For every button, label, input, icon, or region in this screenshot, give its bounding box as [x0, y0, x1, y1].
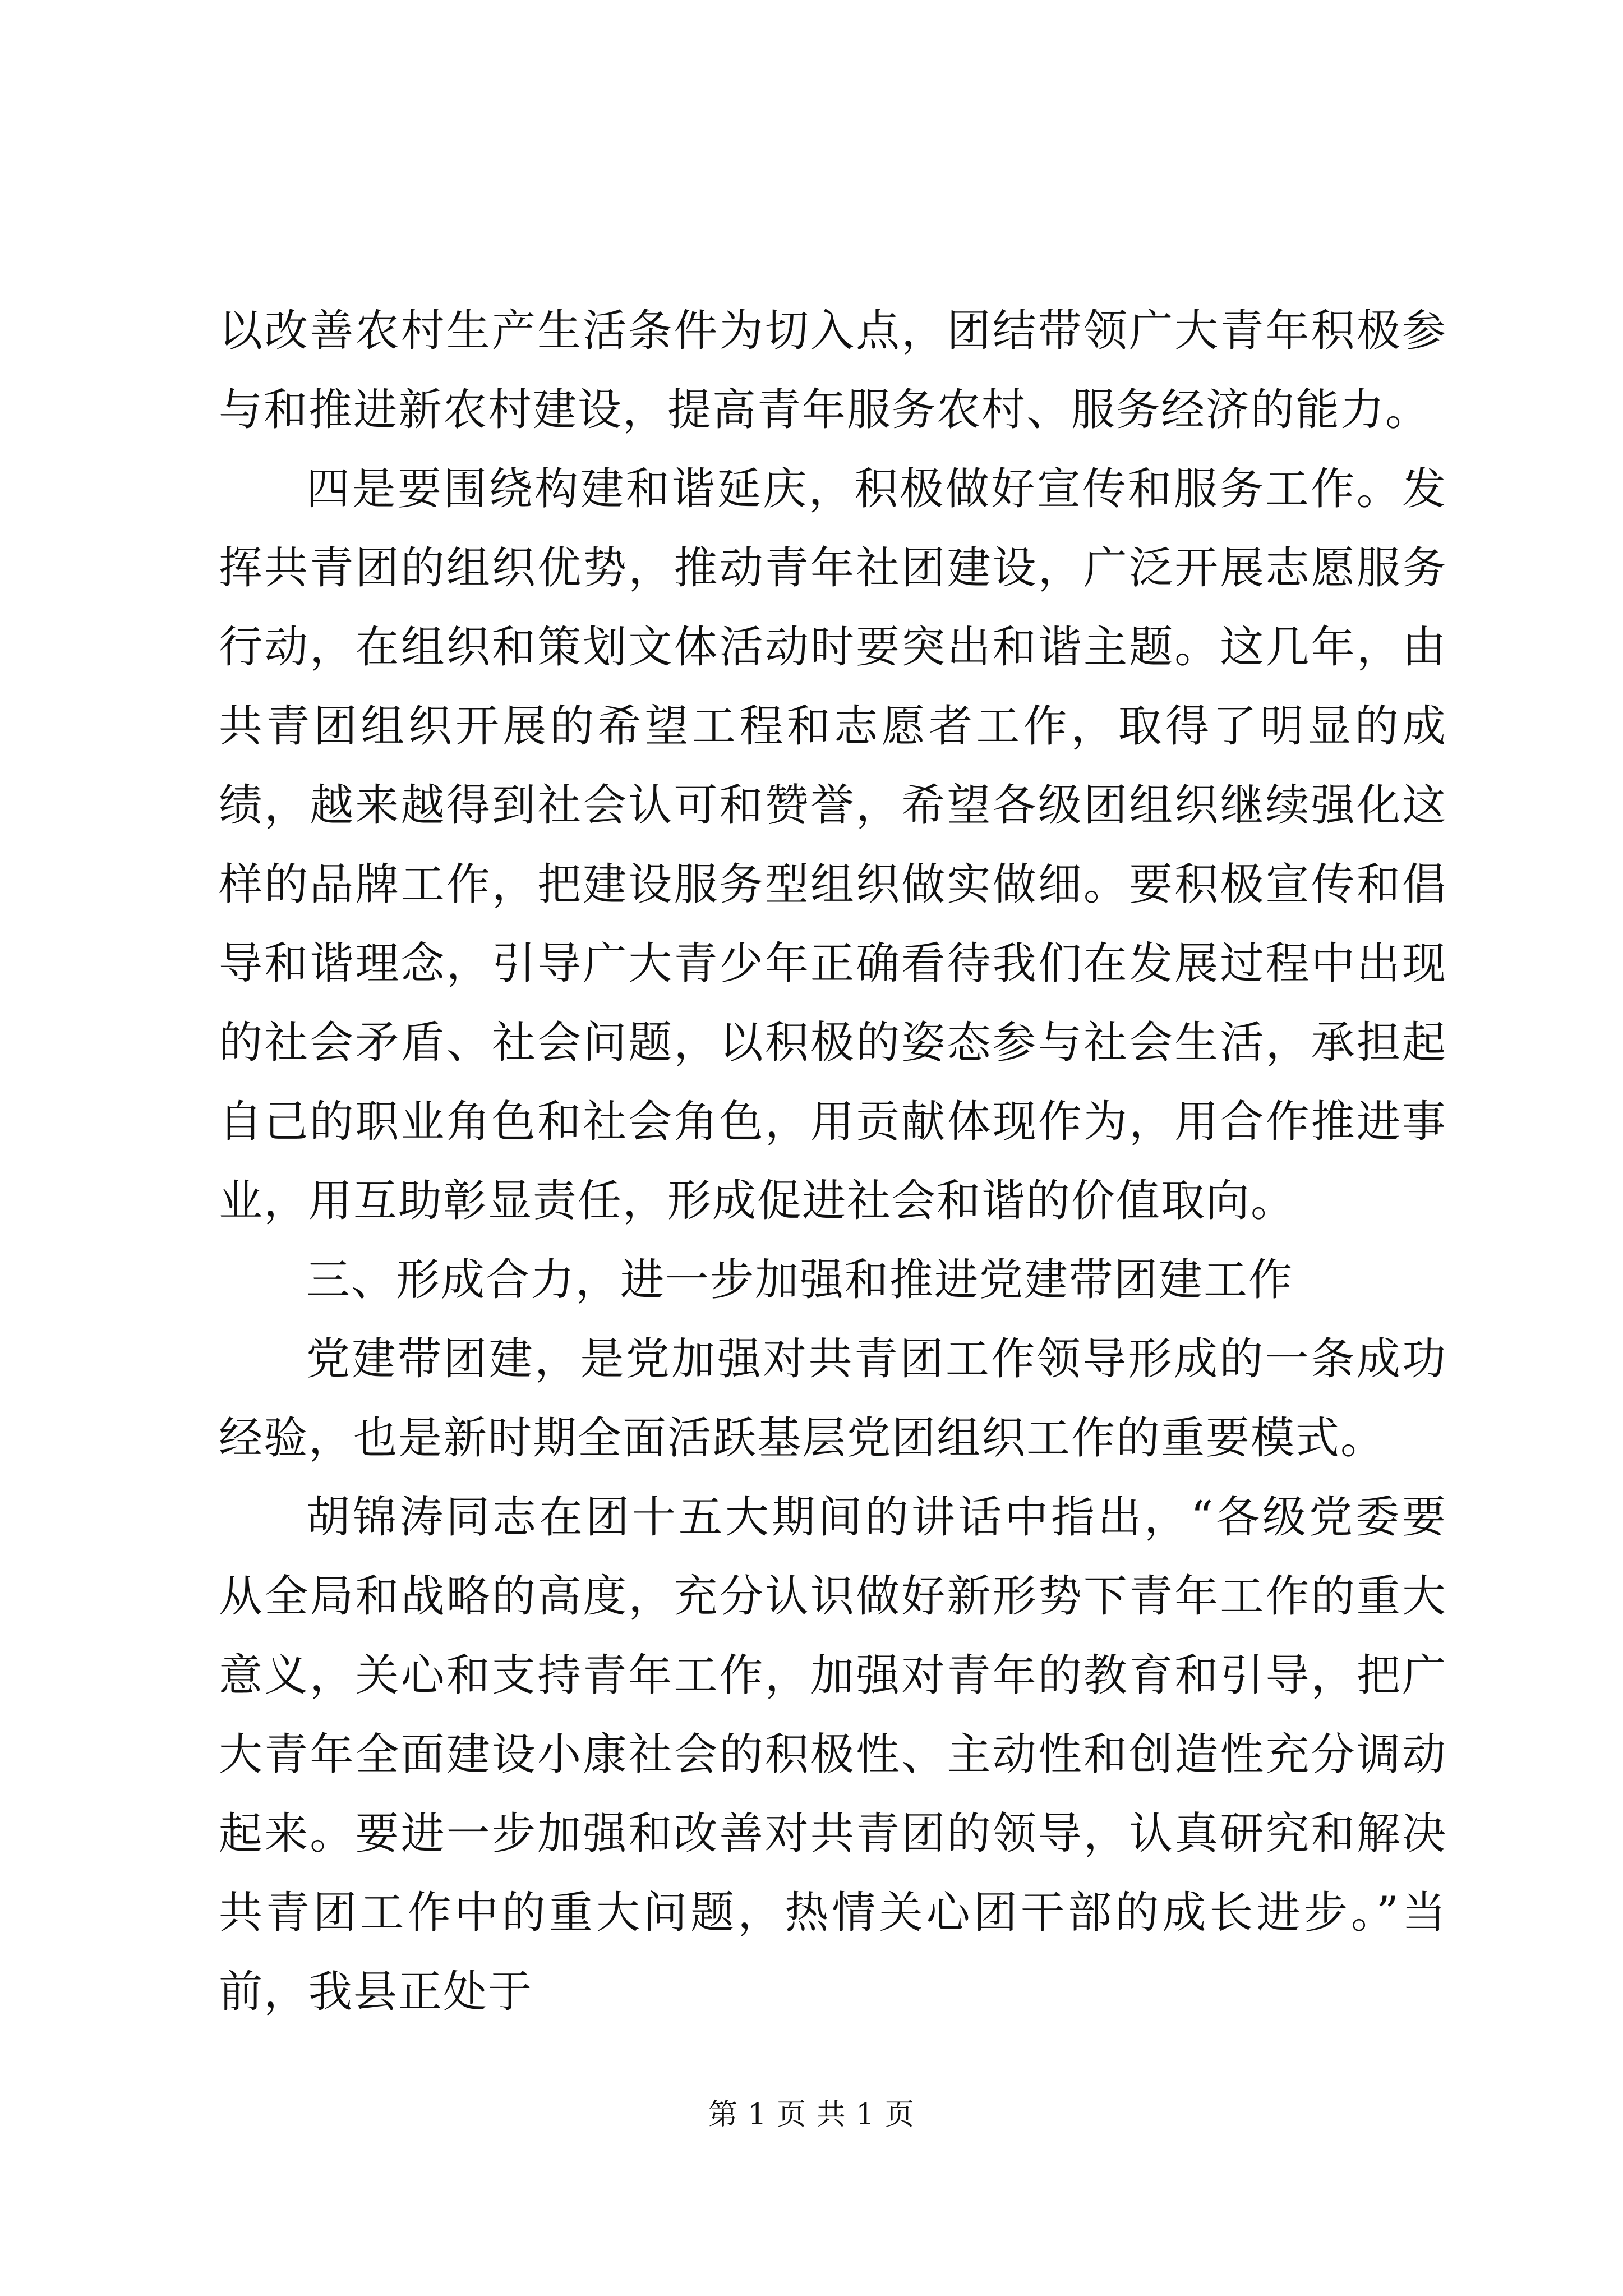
paragraph-harmony-work: 四是要围绕构建和谐延庆，积极做好宣传和服务工作。发挥共青团的组织优势，推动青年社团建设，广泛开展志愿服务行动，在组织和策划文体活动时要突出和谐主题。这几年，由共青团组织开展的希望工程和志愿者工作，取得了明显的成绩，越来越得到社会认可和赞誉，希望各级团组织继续强化这样的品牌工作，把建设服务型组织做实做细。要积极宣传和倡导和谐理念，引导广大青少年正确看待我们在发展过程中出现的社会矛盾、社会问题，以积极的姿态参与社会生活，承担起自己的职业角色和社会角色，用贡献体现作为，用合作推进事业，用互助彰显责任，形成促进社会和谐的价值取向。: [219, 464, 1447, 1226]
paragraph-quote: 胡锦涛同志在团十五大期间的讲话中指出，“各级党委要从全局和战略的高度，充分认识做好新形势下青年工作的重大意义，关心和支持青年工作，加强对青年的教育和引导，把广大青年全面建设小康社会的积极性、主动性和创造性充分调动起来。要进一步加强和改善对共青团的领导，认真研究和解决共青团工作中的重大问题，热情关心团干部的成长进步。”当前，我县正处于: [219, 1492, 1447, 2017]
section-heading-three: 三、形成合力，进一步加强和推进党建带团建工作: [306, 1255, 1294, 1305]
paragraph-party-building: 党建带团建，是党加强对共青团工作领导形成的一条成功经验，也是新时期全面活跃基层党团组织工作的重要模式。: [219, 1334, 1447, 1464]
paragraph-continued: 以改善农村生产生活条件为切入点，团结带领广大青年积极参与和推进新农村建设，提高青年服务农村、服务经济的能力。: [219, 306, 1447, 435]
page-footer: 第 1 页 共 1 页: [708, 2098, 915, 2132]
document-body: [219, 292, 1447, 2032]
